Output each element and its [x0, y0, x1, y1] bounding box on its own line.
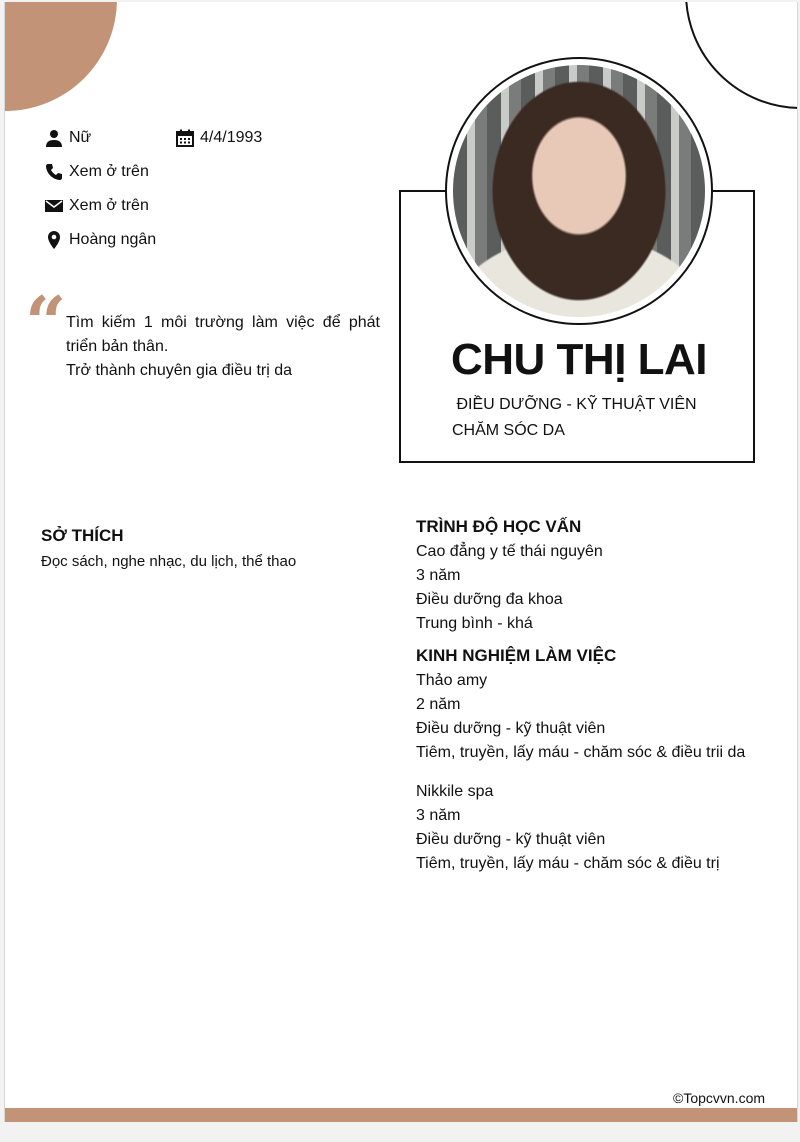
education-grade: Trung bình - khá — [416, 615, 533, 632]
phone-value: Xem ở trên — [69, 163, 149, 180]
footer-accent-bar — [5, 1108, 797, 1122]
quote-icon: “ — [25, 280, 67, 365]
education-duration: 3 năm — [416, 567, 461, 584]
avatar-photo — [453, 65, 705, 317]
phone-row — [45, 163, 149, 181]
experience-heading: KINH NGHIỆM LÀM VIỆC — [416, 646, 617, 665]
objective-line-2: Trở thành chuyên gia điều trị da — [66, 362, 293, 379]
job-duration: 2 năm — [416, 696, 461, 713]
email-row — [45, 197, 149, 215]
job-position: Điều dưỡng - kỹ thuật viên — [416, 720, 606, 737]
address-value: Hoàng ngân — [69, 231, 157, 248]
decorative-circle-top-right — [685, 2, 798, 109]
decorative-circle-top-left — [4, 2, 117, 111]
phone-icon — [45, 163, 63, 181]
copyright: ©Topcvvn.com — [673, 1090, 766, 1106]
cv-page — [4, 2, 798, 1122]
career-objective — [66, 311, 380, 383]
email-value: Xem ở trên — [69, 197, 149, 214]
location-pin-icon — [45, 231, 63, 249]
calendar-icon — [176, 129, 194, 147]
education-major: Điều dưỡng đa khoa — [416, 591, 563, 608]
address-row — [45, 231, 156, 249]
title-line-2: CHĂM SÓC DA — [452, 422, 565, 439]
education-section — [416, 517, 786, 876]
job-position: Điều dưỡng - kỹ thuật viên — [416, 831, 606, 848]
objective-line-1: Tìm kiếm 1 môi trường làm việc để phát triển bản thân. — [66, 314, 380, 355]
hobbies-text: Đọc sách, nghe nhạc, du lịch, thể thao — [41, 553, 297, 570]
job-description: Tiêm, truyền, lấy máu - chăm sóc & điều trii da — [416, 744, 746, 761]
birthday-row — [176, 129, 262, 147]
user-icon — [45, 129, 63, 147]
experience-job-1 — [416, 669, 786, 765]
gender-row — [45, 129, 91, 147]
avatar-frame — [445, 57, 713, 325]
candidate-name: CHU THỊ LAI — [450, 335, 708, 384]
job-company: Thảo amy — [416, 672, 488, 689]
title-line-1: ĐIỀU DƯỠNG - KỸ THUẬT VIÊN — [452, 396, 697, 413]
gender-value: Nữ — [69, 129, 92, 146]
hobbies-heading: SỞ THÍCH — [41, 526, 124, 545]
experience-job-2 — [416, 780, 786, 876]
education-heading: TRÌNH ĐỘ HỌC VẤN — [416, 517, 582, 536]
candidate-title — [452, 392, 742, 444]
job-duration: 3 năm — [416, 807, 461, 824]
birthday-value: 4/4/1993 — [200, 129, 263, 146]
hobbies-section — [41, 526, 296, 574]
job-description: Tiêm, truyền, lấy máu - chăm sóc & điều trị — [416, 855, 720, 872]
education-school: Cao đẳng y tế thái nguyên — [416, 543, 603, 560]
envelope-icon — [45, 197, 63, 215]
job-company: Nikkile spa — [416, 783, 494, 800]
